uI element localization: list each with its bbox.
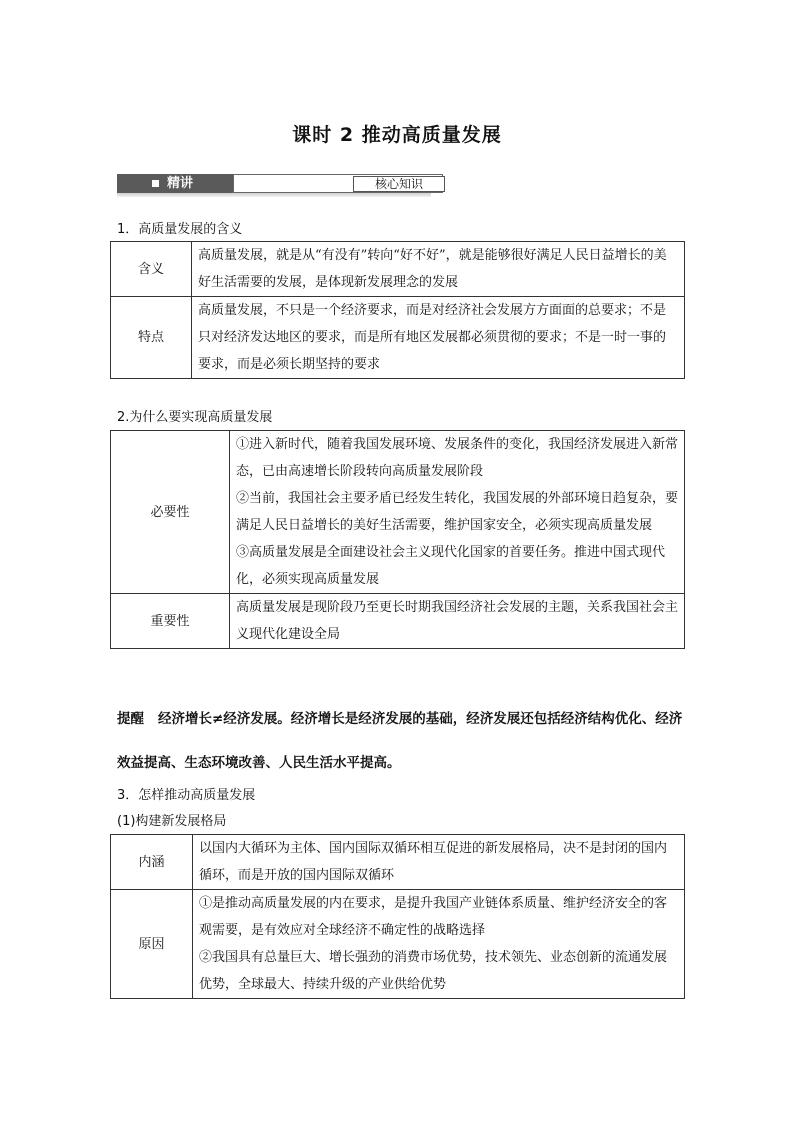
section2-heading: 2.为什么要实现高质量发展 xyxy=(117,410,273,425)
row-label: 重要性 xyxy=(111,594,230,649)
section1-heading: 1．高质量发展的含义 xyxy=(117,222,243,237)
row-label: 特点 xyxy=(111,297,192,379)
tip-text: 经济增长≠经济发展。经济增长是经济发展的基础，经济发展还包括经济结构优化、经济效益提高、生态环境改善、人民生活水平提高。 xyxy=(117,711,683,771)
row-label: 内涵 xyxy=(111,835,193,890)
reason-point: ①是推动高质量发展的内在要求，是提升我国产业链体系质量、维护经济安全的客观需要，是有效应对全球经济不确定性的战略选择 xyxy=(199,896,668,938)
row-content xyxy=(230,431,685,594)
row-label: 原因 xyxy=(111,890,193,999)
table-row xyxy=(111,242,685,297)
row-label: 必要性 xyxy=(111,431,230,594)
banner-tag-label: 精讲 xyxy=(167,176,194,191)
row-content: 以国内大循环为主体、国内国际双循环相互促进的新发展格局，决不是封闭的国内循环，而是开放的国内国际双循环 xyxy=(193,835,685,890)
table-row xyxy=(111,297,685,379)
reason-point: ②我国具有总量巨大、增长强劲的消费市场优势，技术领先、业态创新的流通发展优势，全球最大、持续升级的产业供给优势 xyxy=(199,950,668,992)
page-title: 课时 2 推动高质量发展 xyxy=(292,124,502,146)
banner-shadow xyxy=(117,193,431,197)
row-content xyxy=(193,890,685,999)
banner-label-area xyxy=(233,174,443,193)
section3-subheading: (1)构建新发展格局 xyxy=(117,814,227,829)
banner-label: 核心知识 xyxy=(353,176,445,192)
table-row xyxy=(111,594,685,649)
row-content: 高质量发展是现阶段乃至更长时期我国经济社会发展的主题，关系我国社会主义现代化建设全局 xyxy=(230,594,685,649)
section3-heading: 3．怎样推动高质量发展 xyxy=(117,788,256,803)
section-banner xyxy=(117,174,431,197)
table-row xyxy=(111,835,685,890)
banner-tag xyxy=(117,174,233,193)
tip-note xyxy=(117,697,687,785)
row-label: 含义 xyxy=(111,242,192,297)
necessity-point: ①进入新时代，随着我国发展环境、发展条件的变化，我国经济发展进入新常态，已由高速增长阶段转向高质量发展阶段 xyxy=(236,437,679,479)
table-row xyxy=(111,890,685,999)
row-content: 高质量发展，就是从“有没有”转向“好不好”，就是能够很好满足人民日益增长的美好生活需要的发展，是体现新发展理念的发展 xyxy=(192,242,685,297)
table-row xyxy=(111,431,685,594)
necessity-point: ②当前，我国社会主要矛盾已经发生转化，我国发展的外部环境日趋复杂，要满足人民日益增长的美好生活需要，维护国家安全，必须实现高质量发展 xyxy=(236,491,679,533)
reasons-table xyxy=(110,430,685,649)
meaning-table xyxy=(110,241,685,379)
pattern-table xyxy=(110,834,685,999)
square-bullet-icon xyxy=(152,180,159,187)
row-content: 高质量发展，不只是一个经济要求，而是对经济社会发展方方面面的总要求；不是只对经济发达地区的要求，而是所有地区发展都必须贯彻的要求；不是一时一事的要求，而是必须长期坚持的要求 xyxy=(192,297,685,379)
necessity-point: ③高质量发展是全面建设社会主义现代化国家的首要任务。推进中国式现代化，必须实现高质量发展 xyxy=(236,545,666,587)
tip-label: 提醒 xyxy=(117,711,144,727)
